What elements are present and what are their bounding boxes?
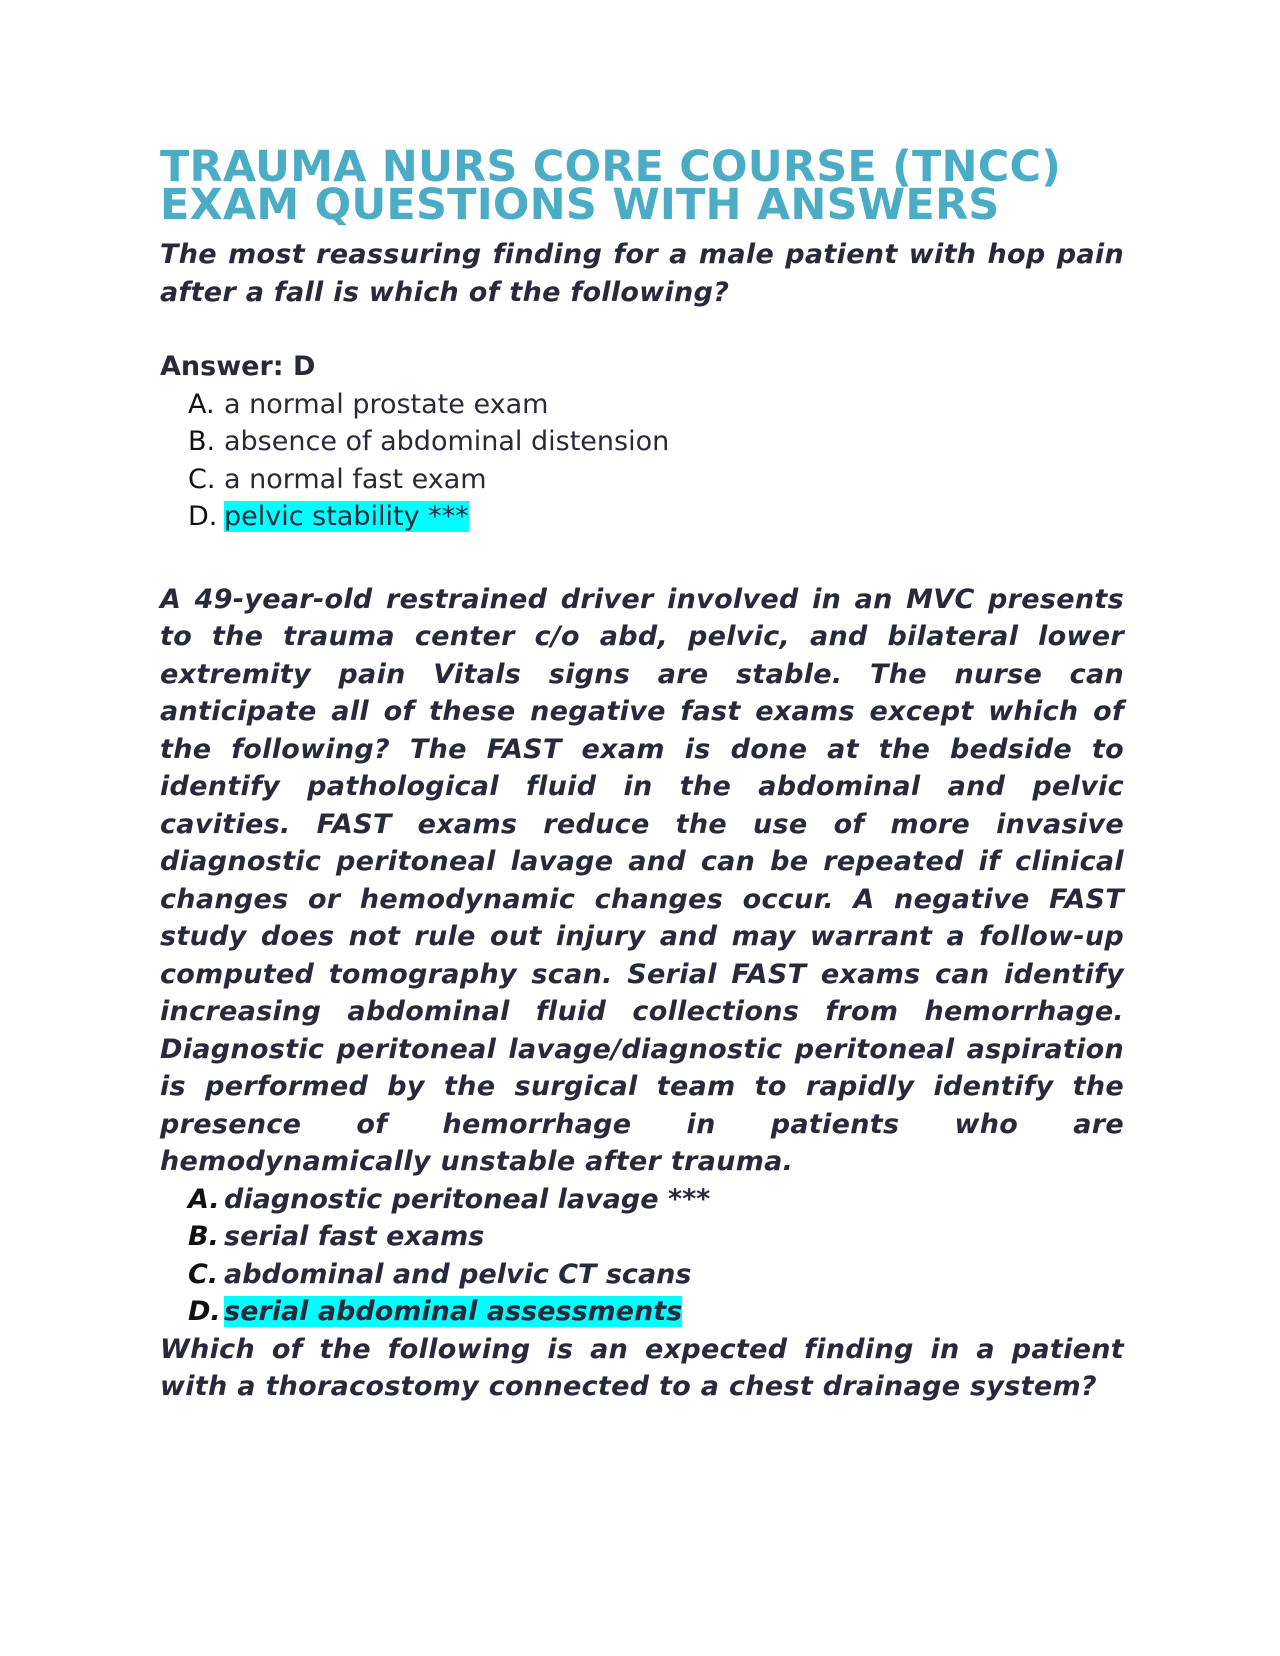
title-line-1: TRAUMA NURS CORE COURSE (TNCC) xyxy=(160,142,1062,192)
question-2-text: A 49-year-old restrained driver involved in an MVC presents to the trauma center c/o abd, pelvic, and bilateral lower extremity pain Vitals signs are stable. The nurse can anticipate all of these negative fast exams except which of the following? The FAST exam is done at the bedside to identify pathological fluid in the abdominal and pelvic cavities. FAST exams reduce the use of more invasive diagnostic peritoneal lavage and can be repeated if clinical changes or hemodynamic changes occur. A negative FAST study does not rule out injury and may warrant a follow-up computed tomography scan. Serial FAST exams can identify increasing abdominal fluid collections from hemorrhage. Diagnostic peritoneal lavage/diagnostic peritoneal aspiration is performed by the surgical team to rapidly identify the presence of hemorrhage in patients who are hemodynamically unstable after trauma. xyxy=(160,583,1124,1177)
option-letter: C. xyxy=(188,1258,219,1290)
option-text: diagnostic peritoneal lavage *** xyxy=(224,1183,711,1215)
option-text: absence of abdominal distension xyxy=(224,426,670,457)
option-item xyxy=(160,1256,1124,1294)
option-text-highlighted: pelvic stability *** xyxy=(224,501,469,532)
option-letter: B. xyxy=(188,426,216,457)
option-item xyxy=(160,386,1124,424)
question-1-answer: Answer: D xyxy=(160,351,316,382)
option-letter: C. xyxy=(188,463,216,495)
option-text-highlighted: serial abdominal assessments xyxy=(224,1296,683,1327)
question-1-text: The most reassuring finding for a male patient with hop pain after a fall is which of the following? xyxy=(160,239,1124,308)
option-item xyxy=(160,1218,1124,1256)
option-letter: B. xyxy=(188,1221,219,1252)
question-3-text: Which of the following is an expected finding in a patient with a thoracostomy connected to a chest drainage system? xyxy=(160,1333,1124,1402)
option-text: abdominal and pelvic CT scans xyxy=(224,1258,692,1290)
title-line-2: EXAM QUESTIONS WITH ANSWERS xyxy=(160,180,1000,230)
option-letter: D. xyxy=(188,501,218,532)
option-letter: A. xyxy=(188,1183,220,1215)
option-text: a normal fast exam xyxy=(224,463,487,495)
option-item xyxy=(160,498,1124,536)
option-text: serial fast exams xyxy=(224,1221,485,1252)
question-1-options xyxy=(160,386,1124,536)
option-item xyxy=(160,461,1124,499)
option-item xyxy=(160,423,1124,461)
option-letter: D. xyxy=(188,1296,221,1327)
option-item xyxy=(160,1293,1124,1331)
document-title xyxy=(160,142,1124,230)
option-letter: A. xyxy=(188,388,215,420)
option-item xyxy=(160,1181,1124,1219)
option-text: a normal prostate exam xyxy=(224,388,549,420)
document-page xyxy=(160,142,1124,1406)
question-2-options xyxy=(160,1181,1124,1331)
